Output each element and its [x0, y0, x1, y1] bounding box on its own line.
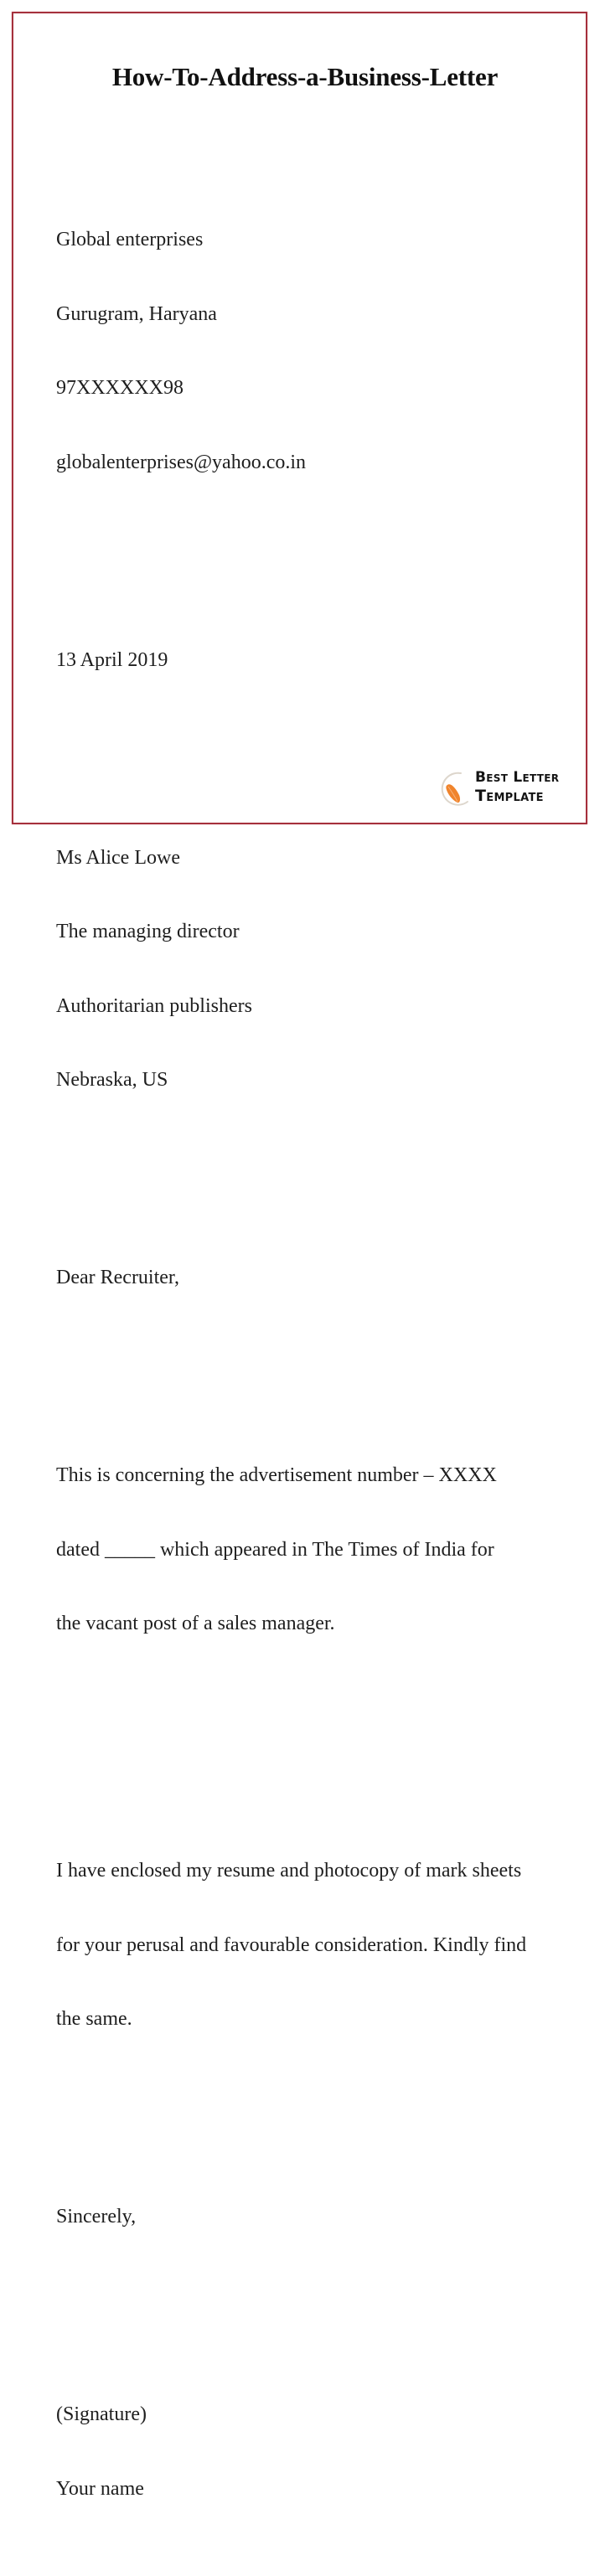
- spacer: [56, 2131, 526, 2156]
- signer-name: Your name: [56, 2477, 144, 2500]
- recipient-company: Authoritarian publishers: [56, 994, 252, 1017]
- paragraph-line: the vacant post of a sales manager.: [56, 1613, 335, 1634]
- recipient-location: Nebraska, US: [56, 1069, 168, 1091]
- paragraph-line: the same.: [56, 2008, 132, 2030]
- recipient-name: Ms Alice Lowe: [56, 846, 180, 869]
- letter-body: [56, 129, 526, 2576]
- closing: Sincerely,: [56, 2206, 137, 2228]
- letter-title: How-To-Address-a-Business-Letter: [111, 62, 499, 91]
- paragraph-line: dated _____ which appeared in The Times of India for: [56, 1538, 494, 1561]
- spacer: [56, 2279, 526, 2305]
- sender-phone: 97XXXXXX98: [56, 377, 184, 399]
- signature-placeholder: (Signature): [56, 2403, 147, 2425]
- salutation: Dear Recruiter,: [56, 1267, 179, 1288]
- sender-email: globalenterprises@yahoo.co.in: [56, 451, 307, 473]
- paragraph-line: for your perusal and favourable consideration. Kindly find: [56, 1933, 527, 1956]
- body-paragraph-1: [56, 1414, 526, 1686]
- paragraph-line: This is concerning the advertisement number – XXXX: [56, 1464, 497, 1486]
- body-paragraph-2: [56, 1809, 526, 2082]
- feather-quill-icon: [436, 770, 473, 808]
- best-letter-template-logo: [436, 767, 570, 810]
- logo-wordmark: [475, 768, 559, 807]
- sender-location: Gurugram, Haryana: [56, 302, 217, 325]
- sender-company: Global enterprises: [56, 229, 204, 250]
- spacer: [56, 574, 526, 599]
- spacer: [56, 722, 526, 747]
- sender-address-block: [56, 178, 526, 524]
- paragraph-line: I have enclosed my resume and photocopy of mark sheets: [56, 1860, 522, 1882]
- signature-block: [56, 2353, 526, 2551]
- spacer: [56, 1192, 526, 1217]
- spacer: [56, 1340, 526, 1365]
- recipient-title: The managing director: [56, 921, 240, 942]
- recipient-address-block: [56, 797, 526, 1143]
- logo-line-2: Template: [475, 787, 544, 805]
- letter-date: 13 April 2019: [56, 648, 168, 671]
- spacer: [56, 1736, 526, 1761]
- logo-line-1: Best Letter: [475, 769, 560, 786]
